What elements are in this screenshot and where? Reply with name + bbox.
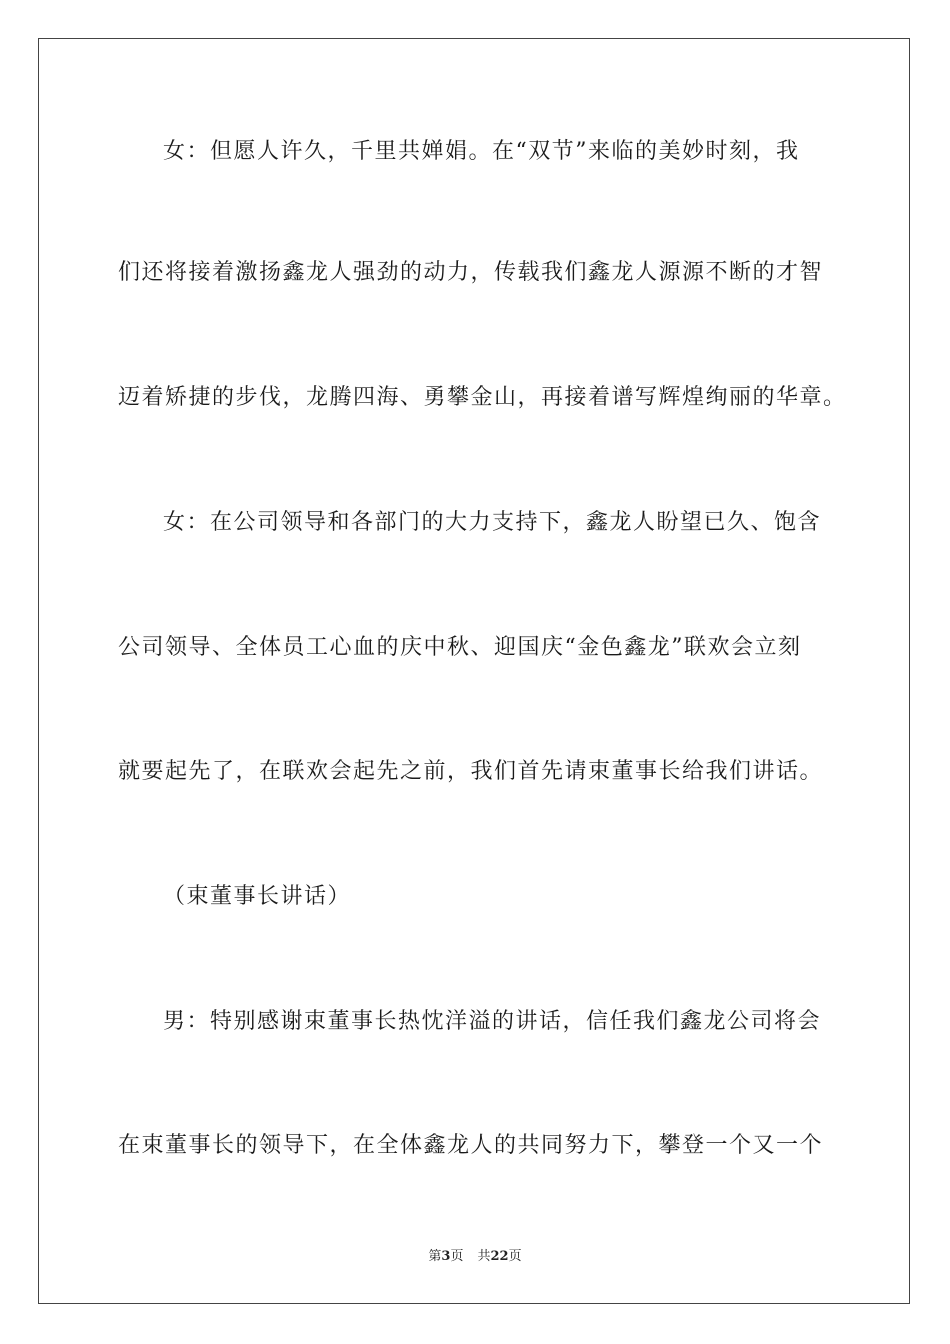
total-pages-number: 22 xyxy=(490,1249,509,1264)
paragraph-line: 在束董事长的领导下，在全体鑫龙人的共同努力下，攀登一个又一个 xyxy=(118,1133,824,1158)
page-border xyxy=(38,38,910,1304)
paragraph-line: 女：但愿人许久，千里共婵娟。在“双节”来临的美妙时刻，我 xyxy=(163,139,800,164)
paragraph-line: 男：特别感谢束董事长热忱洋溢的讲话，信任我们鑫龙公司将会 xyxy=(163,1009,822,1034)
paragraph-line: 迈着矫捷的步伐，龙腾四海、勇攀金山，再接着谱写辉煌绚丽的华章。 xyxy=(118,385,847,410)
page-prefix: 第 xyxy=(428,1249,442,1264)
total-prefix: 共 xyxy=(477,1249,491,1264)
page-suffix: 页 xyxy=(450,1249,464,1264)
paragraph-line: 就要起先了，在联欢会起先之前，我们首先请束董事长给我们讲话。 xyxy=(118,759,824,784)
total-suffix: 页 xyxy=(508,1249,522,1264)
current-page-number: 3 xyxy=(441,1249,451,1264)
page-footer xyxy=(0,1248,950,1266)
paragraph-line: 女：在公司领导和各部门的大力支持下，鑫龙人盼望已久、饱含 xyxy=(163,510,822,535)
paragraph-line: 们还将接着激扬鑫龙人强劲的动力，传载我们鑫龙人源源不断的才智 xyxy=(118,260,824,285)
paragraph-line: 公司领导、全体员工心血的庆中秋、迎国庆“金色鑫龙”联欢会立刻 xyxy=(118,635,802,660)
stage-direction: （束董事长讲话） xyxy=(163,884,352,909)
